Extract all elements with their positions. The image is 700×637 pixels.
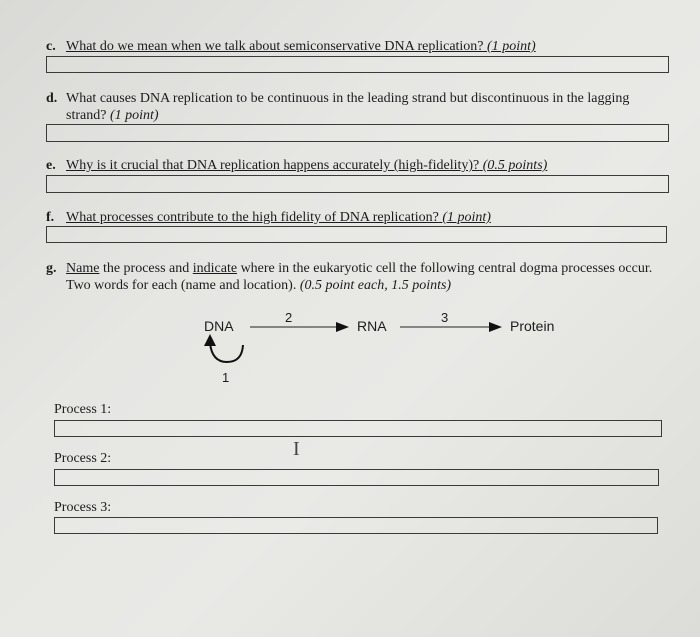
question-text-line2: Two words for each (name and location). xyxy=(66,278,297,293)
question-points: (1 point) xyxy=(487,39,536,54)
question-text-line2: strand? xyxy=(66,108,107,123)
question-points: (0.5 points) xyxy=(482,158,548,173)
question-points: (0.5 point each, 1.5 points) xyxy=(299,278,452,293)
question-text: Why is it crucial that DNA replication happens accurately (high-fidelity)? xyxy=(66,158,480,173)
answer-box-e[interactable] xyxy=(46,175,669,193)
answer-box-f[interactable] xyxy=(46,226,667,243)
question-text: What processes contribute to the high fidelity of DNA replication? xyxy=(66,210,439,225)
diagram-step3-label: 3 xyxy=(441,310,449,325)
process-1-label: Process 1: xyxy=(54,402,112,417)
replication-loop-arrowhead xyxy=(204,334,216,346)
diagram-step1-label: 1 xyxy=(222,370,230,385)
process-3-label: Process 3: xyxy=(54,500,112,515)
process-3-field[interactable] xyxy=(54,517,658,534)
question-d xyxy=(46,90,656,124)
question-points: (1 point) xyxy=(442,210,491,225)
question-c xyxy=(46,38,536,55)
question-letter: g. xyxy=(46,261,57,276)
dna-to-rna-arrowhead xyxy=(336,322,349,332)
question-text-line1: What causes DNA replication to be continuous in the leading strand but discontinuous in the lagging xyxy=(66,91,630,106)
process-2-label: Process 2: xyxy=(54,451,112,466)
question-points: (1 point) xyxy=(109,108,159,123)
diagram-rna-label: RNA xyxy=(357,318,387,334)
replication-loop-arrow xyxy=(210,343,243,362)
text-cursor-icon: I xyxy=(293,438,300,460)
rna-to-protein-arrowhead xyxy=(489,322,502,332)
word-indicate: indicate xyxy=(192,261,238,276)
question-letter: e. xyxy=(46,158,56,173)
process-1-field[interactable] xyxy=(54,420,662,437)
answer-box-c[interactable] xyxy=(46,56,669,73)
diagram-protein-label: Protein xyxy=(510,318,555,334)
question-e xyxy=(46,157,547,174)
question-letter: c. xyxy=(46,39,56,54)
question-letter: f. xyxy=(46,210,55,225)
word-name: Name xyxy=(66,261,100,276)
question-g xyxy=(46,260,666,294)
question-f xyxy=(46,209,491,226)
answer-box-d[interactable] xyxy=(46,124,669,142)
question-letter: d. xyxy=(46,91,58,106)
diagram-step2-label: 2 xyxy=(285,310,293,325)
question-text: What do we mean when we talk about semiconservative DNA replication? xyxy=(66,39,484,54)
question-text-mid1: the process and xyxy=(102,261,190,276)
question-text-mid2: where in the eukaryotic cell the following central dogma processes occur. xyxy=(240,261,653,276)
diagram-dna-label: DNA xyxy=(204,318,234,334)
process-2-field[interactable] xyxy=(54,469,659,486)
